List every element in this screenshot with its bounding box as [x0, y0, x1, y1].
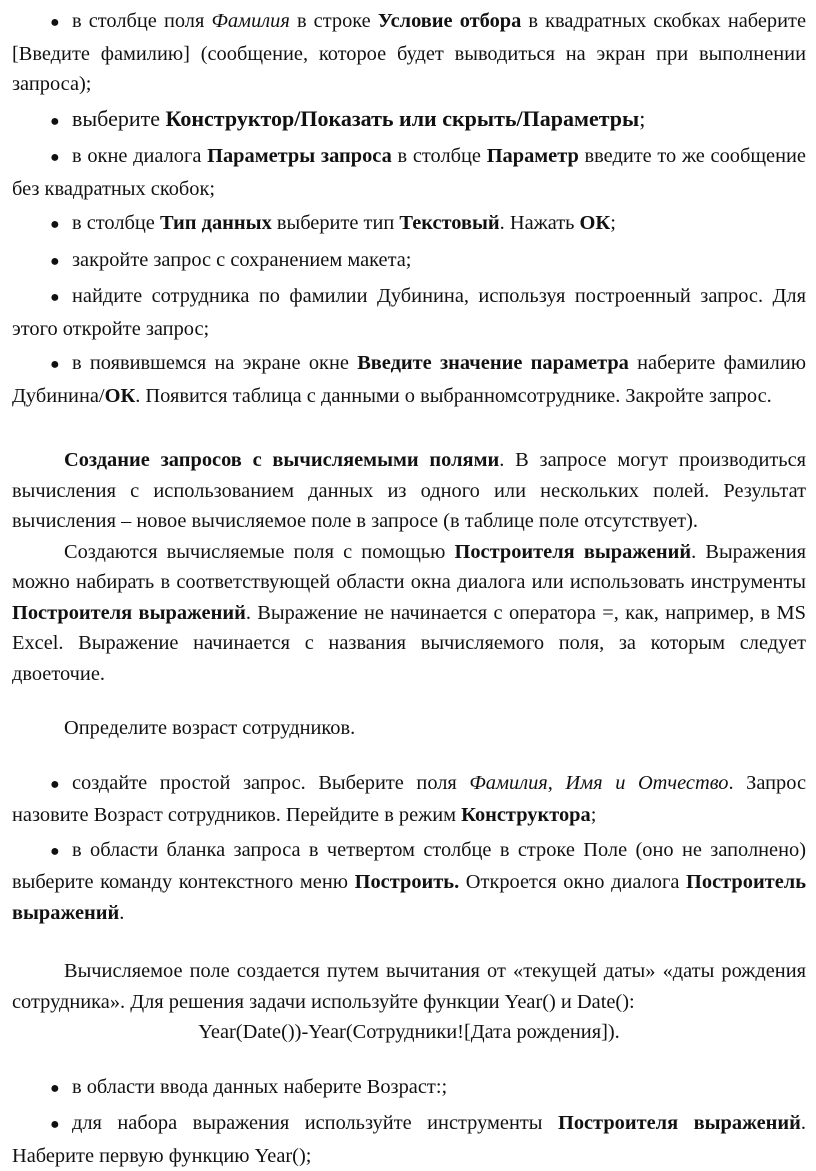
list-item: ● в столбце Тип данных выберите тип Текстовый. Нажать ОК; [12, 208, 806, 241]
list-item: ● в области ввода данных наберите Возраст:; [12, 1072, 806, 1105]
formula: Year(Date())-Year(Сотрудники![Дата рождения]). [198, 1021, 620, 1043]
bullet-icon: ● [50, 14, 60, 31]
bullet-icon: ● [50, 775, 60, 793]
bullet-icon: ● [50, 112, 60, 130]
calc-paragraph: Вычисляемое поле создается путем вычитания от «текущей даты» «даты рождения сотрудника». Для решения задачи используйте функции Year() и Date(): [12, 960, 806, 1013]
bullet-icon: ● [50, 216, 60, 233]
task-statement: Определите возраст сотрудников. [64, 717, 356, 739]
bullet-icon: ● [50, 252, 60, 270]
bullet-icon: ● [50, 356, 60, 373]
section-title: Создание запросов с вычисляемыми полями [64, 449, 500, 471]
paragraph: Создаются вычисляемые поля с помощью Построителя выражений. Выражения можно набирать в соответствующей области окна диалога или использовать инструменты Построителя выражений. Выражение не начинается с оператора =, как, например, в MS Excel. Выражение начинается с названия вычисляемого поля, за которым следует двоеточие. [12, 540, 807, 685]
bullet-icon: ● [50, 149, 60, 166]
list-item: ● создайте простой запрос. Выберите поля Фамилия, Имя и Отчество. Запрос назовите Возраст сотрудников. Перейдите в режим Конструктора; [12, 771, 807, 826]
bullet-icon: ● [50, 289, 60, 306]
list-item: ● выберите Конструктор/Показать или скрыть/Параметры; [12, 104, 806, 138]
bullet-icon: ● [50, 1116, 60, 1133]
list-item: ● в окне диалога Параметры запроса в столбце Параметр введите то же сообщение без квадратных скобок; [12, 145, 806, 200]
list-item: ● в появившемся на экране окне Введите значение параметра наберите фамилию Дубинина/ОК. Появится таблица с данными о выбранномсотруднике. Закройте запрос. [12, 352, 806, 407]
list-item: ● в столбце поля Фамилия в строке Условие отбора в квадратных скобках наберите [Введите фамилию] (сообщение, которое будет выводиться на экран при выполнении запроса); [12, 10, 807, 95]
list-item: ● для набора выражения используйте инструменты Построителя выражений. Наберите первую функцию Year(); [12, 1112, 806, 1167]
list-item: ● закройте запрос с сохранением макета; [12, 245, 806, 278]
bullet-icon: ● [50, 1079, 60, 1097]
bullet-icon: ● [50, 842, 60, 860]
section-intro: Создание запросов с вычисляемыми полями. В запросе могут производиться вычисления с использованием данных из одного или нескольких полей. Результат вычисления – новое вычисляемое поле в запросе (в таблице поле отсутствует). [12, 449, 806, 532]
list-item: ● найдите сотрудника по фамилии Дубинина, используя построенный запрос. Для этого откройте запрос; [12, 285, 806, 340]
list-item: ● в области бланка запроса в четвертом столбце в строке Поле (оно не заполнено) выберите команду контекстного меню Построить. Откроется окно диалога Построитель выражений. [12, 838, 806, 924]
